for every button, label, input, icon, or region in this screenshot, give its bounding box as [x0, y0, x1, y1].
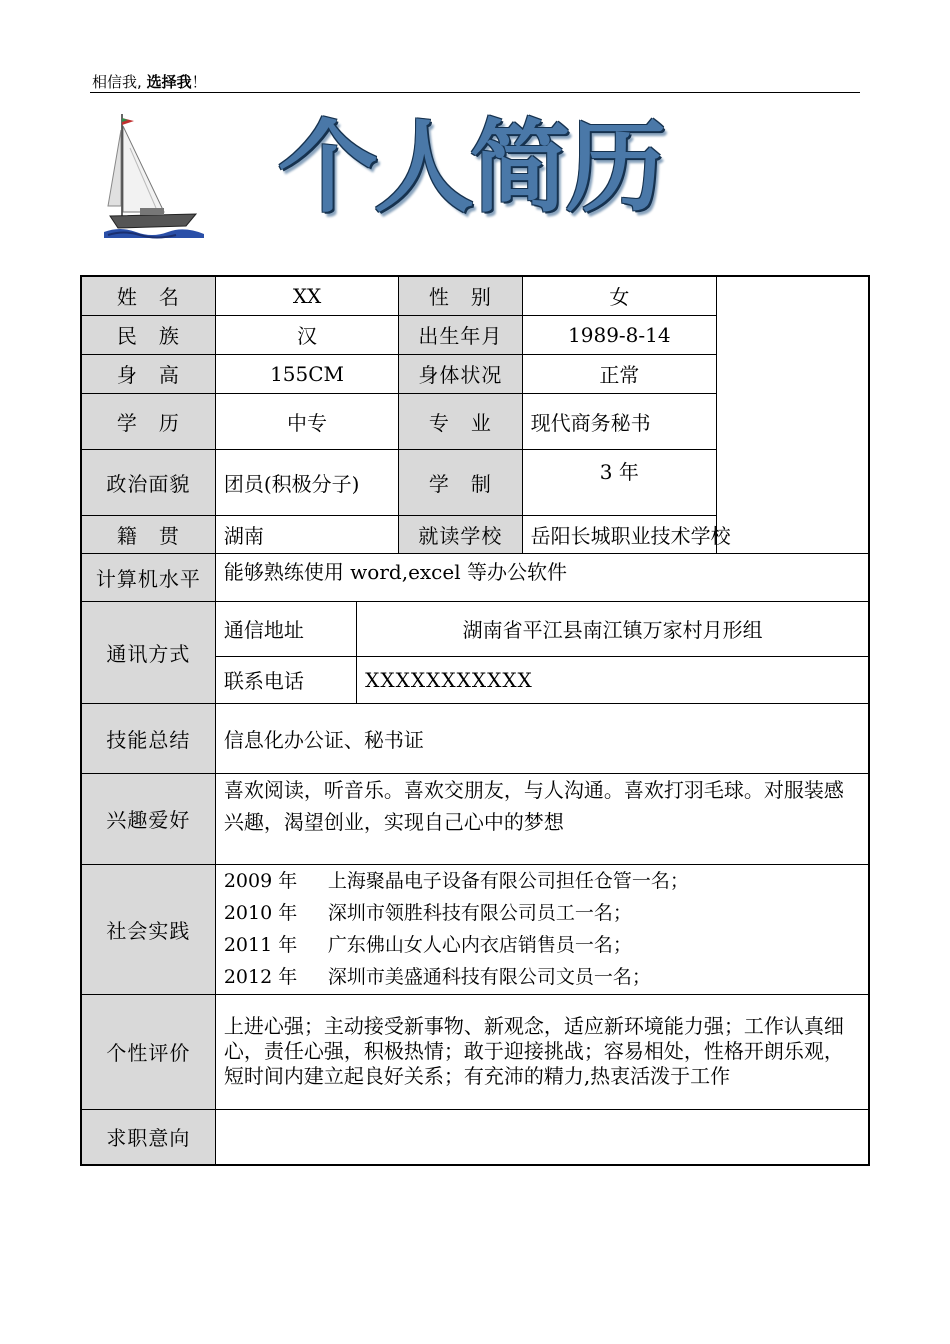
- practice-list: [215, 864, 869, 994]
- photo-placeholder: [717, 276, 869, 553]
- height-value: 155CM: [215, 354, 398, 393]
- resume-table: [80, 275, 870, 1166]
- major-label: 专 业: [399, 393, 522, 449]
- hometown-value: 湖南: [215, 515, 398, 553]
- birth-value: 1989-8-14: [522, 315, 716, 354]
- practice-item: 2010 年 深圳市领胜科技有限公司员工一名；: [223, 902, 632, 924]
- length-value: 3 年: [522, 449, 716, 515]
- practice-item: 2011 年 广东佛山女人心内衣店销售员一名；: [223, 934, 632, 956]
- objective-value: [215, 1109, 869, 1165]
- row-skills: [81, 703, 869, 773]
- row-evaluation: [81, 994, 869, 1109]
- education-label: 学 历: [81, 393, 215, 449]
- practice-item: 2009 年 上海聚晶电子设备有限公司担任仓管一名；: [223, 870, 689, 892]
- page-header: [90, 68, 860, 93]
- row-hometown: [81, 515, 869, 553]
- header-motto: 相信我, 选择我！: [92, 73, 207, 91]
- school-label: 就读学校: [399, 515, 522, 553]
- gender-label: 性 别: [399, 276, 522, 315]
- contact-label: 通讯方式: [81, 601, 215, 703]
- sailboat-icon: [100, 108, 212, 244]
- skills-label: 技能总结: [81, 703, 215, 773]
- computer-label: 计算机水平: [81, 553, 215, 601]
- politics-label: 政治面貌: [81, 449, 215, 515]
- row-name: [81, 276, 869, 315]
- row-practice: [81, 864, 869, 994]
- ethnicity-label: 民 族: [81, 315, 215, 354]
- row-address: [81, 601, 869, 656]
- height-label: 身 高: [81, 354, 215, 393]
- hometown-label: 籍 贯: [81, 515, 215, 553]
- politics-value: 团员(积极分子): [215, 449, 398, 515]
- education-value: 中专: [215, 393, 398, 449]
- practice-item: 2012 年 深圳市美盛通科技有限公司文员一名；: [223, 966, 651, 988]
- address-value: 湖南省平江县南江镇万家村月形组: [357, 601, 869, 656]
- major-value: 现代商务秘书: [522, 393, 716, 449]
- row-computer: [81, 553, 869, 601]
- page-title: 个人简历: [278, 109, 662, 226]
- objective-label: 求职意向: [81, 1109, 215, 1165]
- row-hobbies: [81, 773, 869, 864]
- skills-value: 信息化办公证、秘书证: [215, 703, 869, 773]
- birth-label: 出生年月: [399, 315, 522, 354]
- ethnicity-value: 汉: [215, 315, 398, 354]
- phone-label: 联系电话: [215, 656, 356, 703]
- address-label: 通信地址: [215, 601, 356, 656]
- phone-value: XXXXXXXXXXX: [357, 656, 869, 703]
- hobbies-label: 兴趣爱好: [81, 773, 215, 864]
- school-value: 岳阳长城职业技术学校: [522, 515, 869, 553]
- evaluation-label: 个性评价: [81, 994, 215, 1109]
- hobbies-value: 喜欢阅读，听音乐。喜欢交朋友，与人沟通。喜欢打羽毛球。对服装感兴趣，渴望创业，实现自己心中的梦想: [215, 773, 869, 864]
- name-label: 姓 名: [81, 276, 215, 315]
- evaluation-value: 上进心强；主动接受新事物、新观念，适应新环境能力强；工作认真细心，责任心强，积极热情；敢于迎接挑战；容易相处，性格开朗乐观，短时间内建立起良好关系；有充沛的精力,热衷活泼于工作: [215, 994, 869, 1109]
- row-objective: [81, 1109, 869, 1165]
- length-label: 学 制: [399, 449, 522, 515]
- computer-value: 能够熟练使用 word,excel 等办公软件: [215, 553, 869, 601]
- health-value: 正常: [522, 354, 716, 393]
- practice-label: 社会实践: [81, 864, 215, 994]
- health-label: 身体状况: [399, 354, 522, 393]
- name-value: XX: [215, 276, 398, 315]
- gender-value: 女: [522, 276, 716, 315]
